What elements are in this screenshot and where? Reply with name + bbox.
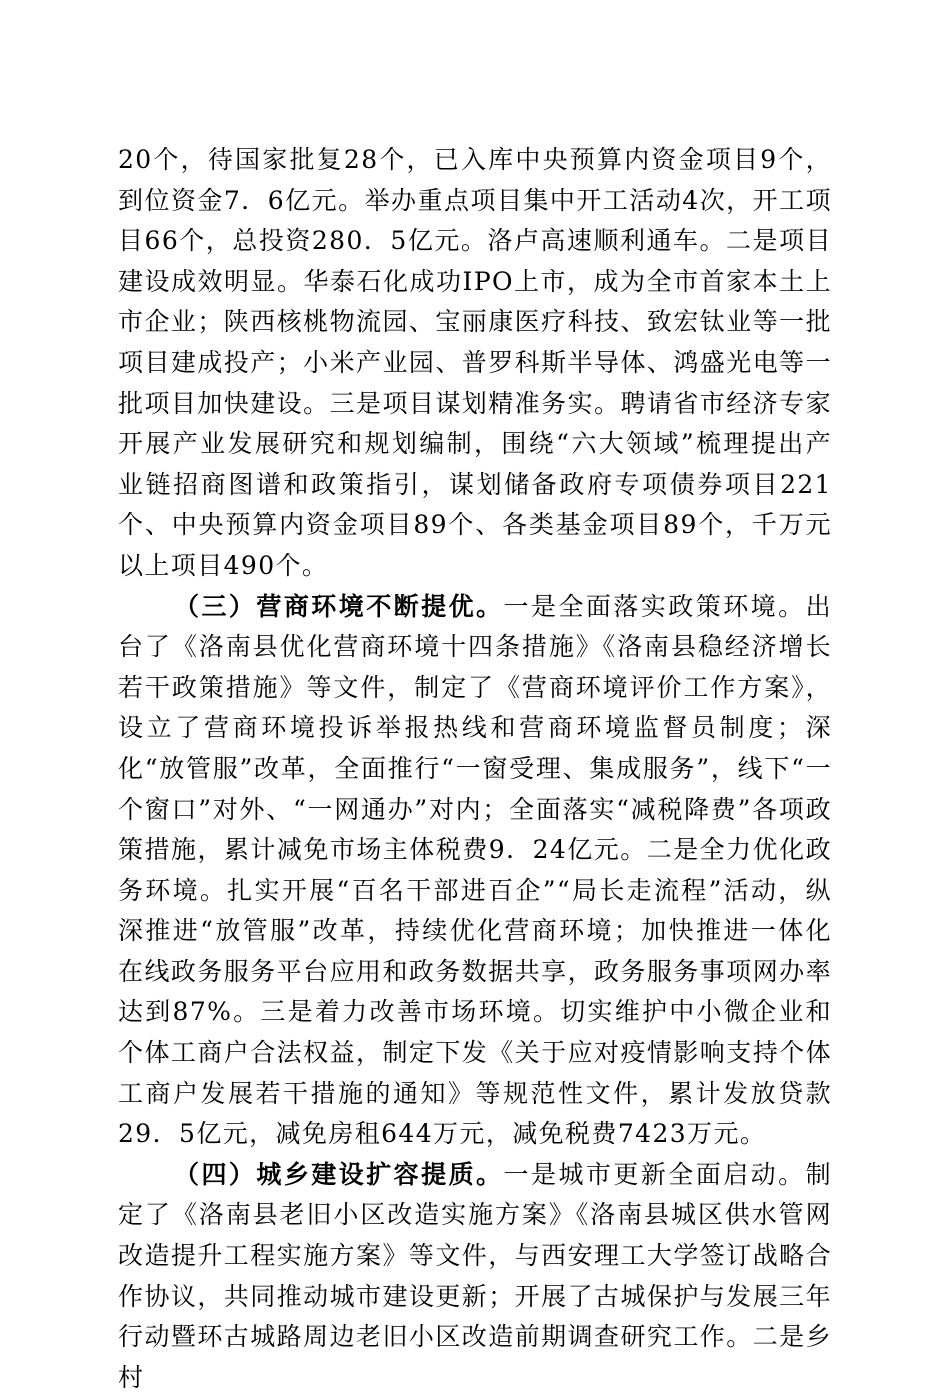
document-body xyxy=(118,140,832,1398)
paragraph-business-environment-text: 一是全面落实政策环境。出台了《洛南县优化营商环境十四条措施》《洛南县稳经济增长若干政策措施》等文件，制定了《营商环境评价工作方案》，设立了营商环境投诉举报热线和营商环境监督员制度；深化“放管服”改革，全面推行“一窗受理、集成服务”，线下“一个窗口”对外、“一网通办”对内；全面落实“减税降费”各项政策措施，累计减免市场主体税费9．24亿元。二是全力优化政务环境。扎实开展“百名干部进百企”“局长走流程”活动，纵深推进“放管服”改革，持续优化营商环境；加快推进一体化在线政务服务平台应用和政务数据共享，政务服务事项网办率达到87%。三是着力改善市场环境。切实维护中小微企业和个体工商户合法权益，制定下发《关于应对疫情影响支持个体工商户发展若干措施的通知》等规范性文件，累计发放贷款29．5亿元，减免房租644万元，减免税费7423万元。 xyxy=(118,591,832,1149)
section-heading-urban-rural-construction: （四）城乡建设扩容提质。 xyxy=(174,1159,504,1189)
paragraph-urban-rural-construction-text: 一是城市更新全面启动。制定了《洛南县老旧小区改造实施方案》《洛南县城区供水管网改造提升工程实施方案》等文件，与西安理工大学签订战略合作协议，共同推动城市建设更新；开展了古城保护与发展三年行动暨环古城路周边老旧小区改造前期调查研究工作。二是乡村 xyxy=(118,1159,832,1392)
paragraph-business-environment xyxy=(118,587,832,1155)
paragraph-urban-rural-construction xyxy=(118,1155,832,1398)
paragraph-project-progress: 20个，待国家批复28个，已入库中央预算内资金项目9个，到位资金7．6亿元。举办重点项目集中开工活动4次，开工项目66个，总投资280．5亿元。洛卢高速顺利通车。二是项目建设成效明显。华泰石化成功IPO上市，成为全市首家本土上市企业；陕西核桃物流园、宝丽康医疗科技、致宏钛业等一批项目建成投产；小米产业园、普罗科斯半导体、鸿盛光电等一批项目加快建设。三是项目谋划精准务实。聘请省市经济专家开展产业发展研究和规划编制，围绕“六大领域”梳理提出产业链招商图谱和政策指引，谋划储备政府专项债券项目221个、中央预算内资金项目89个、各类基金项目89个，千万元以上项目490个。 xyxy=(118,145,832,580)
section-heading-business-environment: （三）营商环境不断提优。 xyxy=(174,591,504,621)
